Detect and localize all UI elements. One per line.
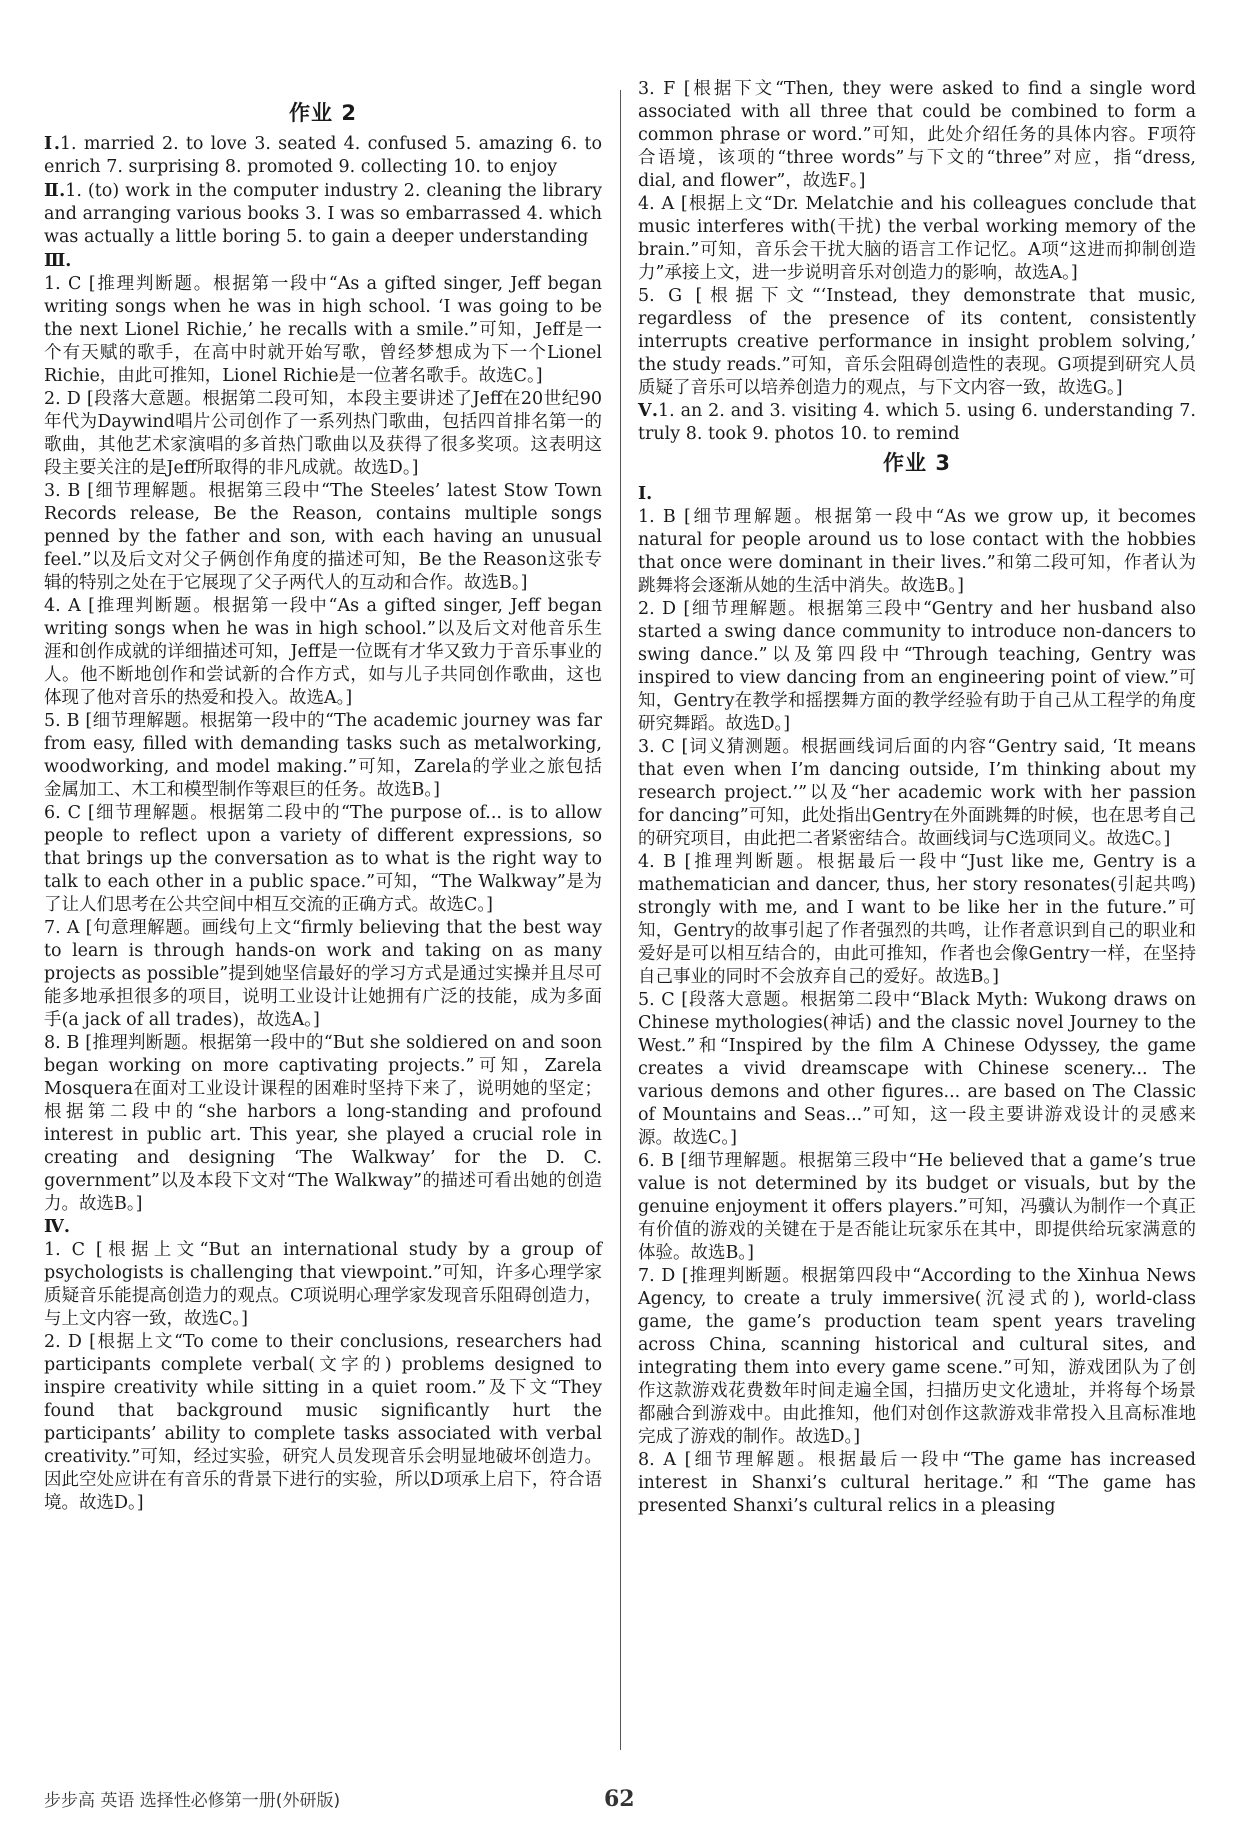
section-iv-label: Ⅳ. — [44, 1217, 70, 1237]
answer-item: 3. B [细节理解题。根据第三段中“The Steeles’ latest Stow Town Records release, Be the Reason, contains multiple songs penned by the father and son, with each having an unusual feel.”以及后文对父子俩创作角度的描述可知，Be the Reason这张专辑的特别之处在于它展现了父子两代人的互动和合作。故选B。] — [44, 481, 602, 593]
section-ii-answers — [44, 180, 602, 249]
answer-item: 5. C [段落大意题。根据第二段中“Black Myth: Wukong draws on Chinese mythologies(神话) and the classic novel Journey to the West.”和“Inspired by the film A Chinese Odyssey, the game creates a vivid dreamscape with Chinese scenery... The various demons and other figures... are based on The Classic of Mountains and Seas...”可知，这一段主要讲游戏设计的灵感来源。故选C。] — [638, 990, 1196, 1148]
answer-item: 8. A [细节理解题。根据最后一段中“The game has increased interest in Shanxi’s cultural heritage.”和“The game has presented Shanxi’s cultural relics in a pleasing — [638, 1450, 1196, 1516]
page-footer — [44, 1786, 1196, 1820]
answer-item: 4. A [推理判断题。根据第一段中“As a gifted singer, Jeff began writing songs when he was in high school.”以及后文对他音乐生涯和创作成就的详细描述可知，Jeff是一位既有才华又致力于音乐事业的人。他不断地创作和尝试新的合作方式，如与儿子共同创作歌曲，这也体现了他对音乐的热爱和投入。故选A。] — [44, 596, 602, 708]
answer-item: 2. D [根据上文“To come to their conclusions, researchers had participants complete verbal(文字的) problems designed to inspire creativity while sitting in a quiet room.”及下文“They found that background music significantly hurt the participants’ ability to complete tasks associated with verbal creativity.”可知，经过实验，研究人员发现音乐会明显地破坏创造力。因此空处应讲在有音乐的背景下进行的实验，所以D项承上启下，符合语境。故选D。] — [44, 1332, 602, 1513]
answer-item: 2. D [细节理解题。根据第三段中“Gentry and her husband also started a swing dance community to introduce non-dancers to swing dance.”以及第四段中“Through teaching, Gentry was inspired to view dancing from an engineering point of view.”可知，Gentry在教学和摇摆舞方面的教学经验有助于自己从工程学的角度研究舞蹈。故选D。] — [638, 599, 1196, 734]
right-column — [638, 78, 1196, 1518]
answer-item: 5. G [根据下文“‘Instead, they demonstrate that music, regardless of the presence of its content, consistently interrupts creative performance in insight problem solving,’ the study reads.”可知，音乐会阻碍创造性的表现。G项提到研究人员质疑了音乐可以培养创造力的观点，与下文内容一致，故选G。] — [638, 286, 1196, 398]
page-number: 62 — [604, 1786, 635, 1812]
section-ii-text: 1. (to) work in the computer industry 2. cleaning the library and arranging various books 3. I was so embarrassed 4. which was actually a little boring 5. to gain a deeper understanding — [44, 181, 603, 247]
section-i-answers — [44, 133, 602, 179]
answer-item: 2. D [段落大意题。根据第二段可知，本段主要讲述了Jeff在20世纪90年代为Daywind唱片公司创作了一系列热门歌曲，包括四首排名第一的歌曲，其他艺术家演唱的多首热门歌曲以及获得了很多奖项。这表明这段主要关注的是Jeff所取得的非凡成就。故选D。] — [44, 389, 602, 478]
left-column — [44, 96, 602, 1515]
answer-item: 1. C [推理判断题。根据第一段中“As a gifted singer, Jeff began writing songs when he was in high school. ‘I was going to be the next Lionel Richie,’ he recalls with a smile.”可知，Jeff是一个有天赋的歌手，在高中时就开始写歌，曾经梦想成为下一个Lionel Richie，由此可推知，Lionel Richie是一位著名歌手。故选C。] — [44, 274, 602, 386]
answer-item: 5. B [细节理解题。根据第一段中的“The academic journey was far from easy, filled with demanding tasks such as metalworking, woodworking, and model making.”可知，Zarela的学业之旅包括金属加工、木工和模型制作等艰巨的任务。故选B。] — [44, 711, 602, 800]
answer-item: 3. F [根据下文“Then, they were asked to find a single word associated with all three that could be combined to form a common phrase or word.”可知，此处介绍任务的具体内容。F项符合语境，该项的“three words”与下文的“three”对应，指“dress, dial, and flower”，故选F。] — [638, 79, 1196, 191]
homework-2-title: 作业 2 — [289, 101, 357, 125]
answer-item: 1. B [细节理解题。根据第一段中“As we grow up, it becomes natural for people around us to lose contact with the hobbies that once were dominant in their lives.”和第二段可知，作者认为跳舞将会逐渐从她的生活中消失。故选B。] — [638, 507, 1196, 596]
section-iii-label: Ⅲ. — [44, 251, 72, 271]
section-v-label: Ⅴ. — [638, 401, 658, 421]
column-divider — [620, 90, 621, 1750]
section-i2-label: Ⅰ. — [638, 484, 653, 504]
answer-item: 1. C [根据上文“But an international study by a group of psychologists is challenging that viewpoint.”可知，许多心理学家质疑音乐能提高创造力的观点。C项说明心理学家发现音乐阻碍创造力，与上文内容一致，故选C。] — [44, 1240, 602, 1329]
answer-item: 8. B [推理判断题。根据第一段中的“But she soldiered on and soon began working on more captivating projects.”可知，Zarela Mosquera在面对工业设计课程的困难时坚持下来了，说明她的坚定；根据第二段中的“she harbors a long-standing and profound interest in public art. This year, she played a crucial role in creating and designing ‘The Walkway’ for the D. C. government”以及本段下文对“The Walkway”的描述可看出她的创造力。故选B。] — [44, 1033, 602, 1214]
answer-item: 3. C [词义猜测题。根据画线词后面的内容“Gentry said, ‘It means that even when I’m dancing outside, I’m thinking about my research project.’”以及“her academic work with her passion for dancing”可知，此处指出Gentry在外面跳舞的时候，也在思考自己的研究项目，由此把二者紧密结合。故画线词与C选项同义。故选C。] — [638, 737, 1196, 849]
book-title: 步步高 英语 选择性必修第一册(外研版) — [44, 1791, 341, 1811]
section-i-text: 1. married 2. to love 3. seated 4. confused 5. amazing 6. to enrich 7. surprising 8. promoted 9. collecting 10. to enjoy — [44, 134, 602, 177]
section-i-label: Ⅰ. — [44, 134, 60, 154]
section-v-text: 1. an 2. and 3. visiting 4. which 5. using 6. understanding 7. truly 8. took 9. photos 10. to remind — [638, 401, 1196, 444]
homework-3-title: 作业 3 — [883, 451, 951, 475]
answer-item: 4. A [根据上文“Dr. Melatchie and his colleagues conclude that music interferes with(干扰) the verbal working memory of the brain.”可知，音乐会干扰大脑的语言工作记忆。A项“这进而抑制创造力”承接上文，进一步说明音乐对创造力的影响，故选A。] — [638, 194, 1196, 283]
answer-item: 4. B [推理判断题。根据最后一段中“Just like me, Gentry is a mathematician and dancer, thus, her story resonates(引起共鸣) strongly with me, and I want to be like her in the future.”可知，Gentry的故事引起了作者强烈的共鸣，让作者意识到自己的职业和爱好是可以相互结合的，由此可推知，作者也会像Gentry一样，在坚持自己事业的同时不会放弃自己的爱好。故选B。] — [638, 852, 1196, 987]
answer-item: 7. A [句意理解题。画线句上文“firmly believing that the best way to learn is through hands-on work and taking on as many projects as possible”提到她坚信最好的学习方式是通过实操并且尽可能多地承担很多的项目，说明工业设计让她拥有广泛的技能，成为多面手(a jack of all trades)，故选A。] — [44, 918, 602, 1030]
answer-item: 6. C [细节理解题。根据第二段中的“The purpose of... is to allow people to reflect upon a variety of different expressions, so that brings up the conversation as to what is the right way to talk to each other in a public space.”可知，“The Walkway”是为了让人们思考在公共空间中相互交流的正确方式。故选C。] — [44, 803, 602, 915]
answer-item: 6. B [细节理解题。根据第三段中“He believed that a game’s true value is not determined by its budget or visuals, but by the genuine enjoyment it offers players.”可知，冯骥认为制作一个真正有价值的游戏的关键在于是否能让玩家乐在其中，即提供给玩家满意的体验。故选B。] — [638, 1151, 1196, 1263]
answer-item: 7. D [推理判断题。根据第四段中“According to the Xinhua News Agency, to create a truly immersive(沉浸式的), world-class game, the game’s production team spent years traveling across China, scanning historical and cultural sites, and integrating them into every game scene.”可知，游戏团队为了创作这款游戏花费数年时间走遍全国，扫描历史文化遗址，并将每个场景都融合到游戏中。由此推知，他们对创作这款游戏非常投入且高标准地完成了游戏的制作。故选D。] — [638, 1266, 1196, 1447]
section-v-answers — [638, 400, 1196, 446]
section-ii-label: Ⅱ. — [44, 181, 66, 201]
